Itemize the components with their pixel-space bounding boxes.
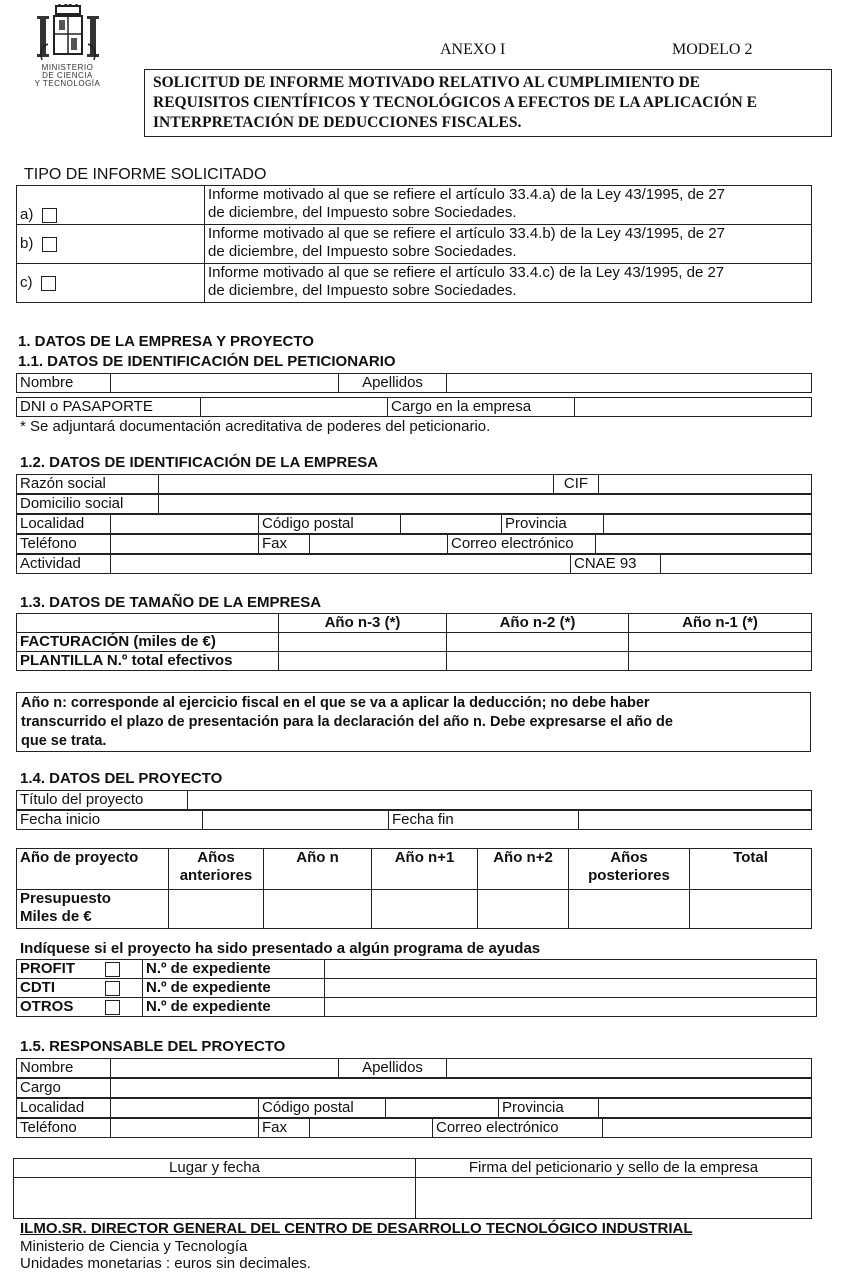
cnae-label: CNAE 93 bbox=[571, 555, 661, 574]
actividad-field[interactable] bbox=[111, 555, 571, 574]
correo-field[interactable] bbox=[596, 535, 812, 554]
codigo-postal-label: Código postal bbox=[259, 515, 401, 534]
anos-posteriores-header: Años posteriores bbox=[569, 849, 690, 890]
ano-n1-header: Año n+1 bbox=[372, 849, 478, 890]
presupuesto-n2-field[interactable] bbox=[478, 890, 569, 929]
presupuesto-anteriores-field[interactable] bbox=[169, 890, 264, 929]
actividad-label: Actividad bbox=[17, 555, 111, 574]
apellidos-field[interactable] bbox=[447, 374, 812, 393]
proyecto-table-1 bbox=[16, 790, 812, 810]
coat-of-arms-emblem bbox=[28, 4, 108, 66]
cif-label: CIF bbox=[554, 475, 599, 494]
tipo-row: b) Informe motivado al que se refiere el artículo 33.4.b) de la Ley 43/1995, de 27 de diciembre, del Impuesto sobre Sociedades. bbox=[17, 225, 812, 264]
facturacion-n3-field[interactable] bbox=[279, 633, 447, 652]
presupuesto-n-field[interactable] bbox=[264, 890, 372, 929]
provincia-field[interactable] bbox=[604, 515, 812, 534]
telefono-label: Teléfono bbox=[17, 535, 111, 554]
ano-proyecto-header: Año de proyecto bbox=[17, 849, 169, 890]
responsable-table-3 bbox=[16, 1098, 812, 1118]
resp-telefono-label: Teléfono bbox=[17, 1119, 111, 1138]
titulo-proyecto-field[interactable] bbox=[188, 791, 812, 810]
tipo-a-checkbox[interactable] bbox=[42, 208, 57, 223]
resp-apellidos-field[interactable] bbox=[447, 1059, 812, 1078]
responsable-table-4 bbox=[16, 1118, 812, 1138]
presupuesto-label: Presupuesto Miles de € bbox=[17, 890, 169, 929]
tipo-c-checkbox[interactable] bbox=[41, 276, 56, 291]
nombre-field[interactable] bbox=[111, 374, 339, 393]
modelo-label: MODELO 2 bbox=[672, 41, 753, 58]
ano-n-header: Año n bbox=[264, 849, 372, 890]
empresa-table-5 bbox=[16, 554, 812, 574]
firma-field[interactable] bbox=[416, 1178, 812, 1219]
lugar-fecha-label: Lugar y fecha bbox=[14, 1159, 416, 1178]
firma-label: Firma del peticionario y sello de la empresa bbox=[416, 1159, 812, 1178]
cargo-empresa-field[interactable] bbox=[575, 398, 812, 417]
fecha-fin-field[interactable] bbox=[579, 811, 812, 830]
plantilla-label: PLANTILLA N.º total efectivos bbox=[17, 652, 279, 671]
nombre-label: Nombre bbox=[17, 374, 111, 393]
ayudas-heading: Indíquese si el proyecto ha sido presentado a algún programa de ayudas bbox=[20, 940, 541, 957]
cdti-label: CDTI bbox=[20, 979, 55, 996]
col-n3-header: Año n-3 (*) bbox=[279, 614, 447, 633]
telefono-field[interactable] bbox=[111, 535, 259, 554]
anos-anteriores-header: Años anteriores bbox=[169, 849, 264, 890]
tipo-row: c) Informe motivado al que se refiere el artículo 33.4.c) de la Ley 43/1995, de 27 de diciembre, del Impuesto sobre Sociedades. bbox=[17, 264, 812, 303]
col-n2-header: Año n-2 (*) bbox=[447, 614, 629, 633]
poderes-note: * Se adjuntará documentación acreditativa de poderes del peticionario. bbox=[20, 418, 491, 435]
resp-cargo-field[interactable] bbox=[111, 1079, 812, 1098]
tipo-b-checkbox[interactable] bbox=[42, 237, 57, 252]
section-1-1-heading: 1.1. DATOS DE IDENTIFICACIÓN DEL PETICIONARIO bbox=[18, 353, 396, 370]
section-1-4-heading: 1.4. DATOS DEL PROYECTO bbox=[20, 770, 223, 787]
resp-codigo-postal-label: Código postal bbox=[259, 1099, 386, 1118]
tamano-table bbox=[16, 613, 812, 671]
profit-label: PROFIT bbox=[20, 960, 75, 977]
cdti-checkbox[interactable] bbox=[105, 981, 120, 996]
tipo-row: a) Informe motivado al que se refiere el artículo 33.4.a) de la Ley 43/1995, de 27 de diciembre, del Impuesto sobre Sociedades. bbox=[17, 186, 812, 225]
presupuesto-total-field[interactable] bbox=[690, 890, 812, 929]
resp-correo-field[interactable] bbox=[603, 1119, 812, 1138]
responsable-table-1 bbox=[16, 1058, 812, 1078]
ayudas-table bbox=[16, 959, 817, 1017]
localidad-field[interactable] bbox=[111, 515, 259, 534]
unidades-note: Unidades monetarias : euros sin decimales. bbox=[20, 1255, 311, 1272]
peticionario-table bbox=[16, 373, 812, 393]
resp-provincia-label: Provincia bbox=[499, 1099, 599, 1118]
otros-label: OTROS bbox=[20, 998, 74, 1015]
correo-label: Correo electrónico bbox=[448, 535, 596, 554]
dni-field[interactable] bbox=[201, 398, 388, 417]
presupuesto-n1-field[interactable] bbox=[372, 890, 478, 929]
empresa-table-4 bbox=[16, 534, 812, 554]
resp-localidad-label: Localidad bbox=[17, 1099, 111, 1118]
profit-expediente-field[interactable] bbox=[325, 960, 817, 979]
peticionario-table-2 bbox=[16, 397, 812, 417]
fecha-fin-label: Fecha fin bbox=[389, 811, 579, 830]
expediente-label: N.º de expediente bbox=[143, 979, 325, 998]
facturacion-label: FACTURACIÓN (miles de €) bbox=[17, 633, 279, 652]
lugar-fecha-field[interactable] bbox=[14, 1178, 416, 1219]
ministerio-footer: Ministerio de Ciencia y Tecnología bbox=[20, 1238, 248, 1255]
tipo-heading: TIPO DE INFORME SOLICITADO bbox=[24, 166, 267, 183]
form-title-line: REQUISITOS CIENTÍFICOS Y TECNOLÓGICOS A EFECTOS DE LA APLICACIÓN E bbox=[153, 94, 757, 111]
domicilio-label: Domicilio social bbox=[17, 495, 159, 514]
titulo-proyecto-label: Título del proyecto bbox=[17, 791, 188, 810]
plantilla-n3-field[interactable] bbox=[279, 652, 447, 671]
fecha-inicio-field[interactable] bbox=[203, 811, 389, 830]
provincia-label: Provincia bbox=[502, 515, 604, 534]
resp-nombre-label: Nombre bbox=[17, 1059, 111, 1078]
presupuesto-table bbox=[16, 848, 812, 929]
cdti-expediente-field[interactable] bbox=[325, 979, 817, 998]
facturacion-n2-field[interactable] bbox=[447, 633, 629, 652]
resp-localidad-field[interactable] bbox=[111, 1099, 259, 1118]
resp-telefono-field[interactable] bbox=[111, 1119, 259, 1138]
resp-fax-field[interactable] bbox=[310, 1119, 433, 1138]
fax-label: Fax bbox=[259, 535, 310, 554]
resp-provincia-field[interactable] bbox=[599, 1099, 812, 1118]
cargo-empresa-label: Cargo en la empresa bbox=[388, 398, 575, 417]
codigo-postal-field[interactable] bbox=[401, 515, 502, 534]
ano-n-note: Año n: corresponde al ejercicio fiscal en el que se va a aplicar la deducción; no debe haber transcurrido el plazo de presentación para la declaración del año n. Debe expresarse el año de que se trata. bbox=[16, 692, 811, 752]
apellidos-label: Apellidos bbox=[339, 374, 447, 393]
form-title-box bbox=[144, 69, 832, 137]
section-1-3-heading: 1.3. DATOS DE TAMAÑO DE LA EMPRESA bbox=[20, 594, 322, 611]
responsable-table-2 bbox=[16, 1078, 812, 1098]
razon-social-field[interactable] bbox=[159, 475, 554, 494]
expediente-label: N.º de expediente bbox=[143, 998, 325, 1017]
empresa-table-3 bbox=[16, 514, 812, 534]
section-1-2-heading: 1.2. DATOS DE IDENTIFICACIÓN DE LA EMPRESA bbox=[20, 454, 379, 471]
form-title-line: SOLICITUD DE INFORME MOTIVADO RELATIVO AL CUMPLIMIENTO DE bbox=[153, 74, 701, 91]
facturacion-n1-field[interactable] bbox=[629, 633, 812, 652]
total-header: Total bbox=[690, 849, 812, 890]
tipo-informe-table bbox=[16, 185, 812, 303]
plantilla-n1-field[interactable] bbox=[629, 652, 812, 671]
empresa-table-2 bbox=[16, 494, 812, 514]
col-n1-header: Año n-1 (*) bbox=[629, 614, 812, 633]
resp-correo-label: Correo electrónico bbox=[433, 1119, 603, 1138]
fecha-inicio-label: Fecha inicio bbox=[17, 811, 203, 830]
presupuesto-posteriores-field[interactable] bbox=[569, 890, 690, 929]
profit-checkbox[interactable] bbox=[105, 962, 120, 977]
expediente-label: N.º de expediente bbox=[143, 960, 325, 979]
otros-expediente-field[interactable] bbox=[325, 998, 817, 1017]
empresa-table-1 bbox=[16, 474, 812, 494]
resp-cargo-label: Cargo bbox=[17, 1079, 111, 1098]
razon-social-label: Razón social bbox=[17, 475, 159, 494]
dni-label: DNI o PASAPORTE bbox=[17, 398, 201, 417]
plantilla-n2-field[interactable] bbox=[447, 652, 629, 671]
domicilio-field[interactable] bbox=[159, 495, 812, 514]
ano-n2-header: Año n+2 bbox=[478, 849, 569, 890]
director-address: ILMO.SR. DIRECTOR GENERAL DEL CENTRO DE DESARROLLO TECNOLÓGICO INDUSTRIAL bbox=[20, 1220, 693, 1237]
resp-nombre-field[interactable] bbox=[111, 1059, 339, 1078]
resp-apellidos-label: Apellidos bbox=[339, 1059, 447, 1078]
localidad-label: Localidad bbox=[17, 515, 111, 534]
fax-field[interactable] bbox=[310, 535, 448, 554]
section-1-5-heading: 1.5. RESPONSABLE DEL PROYECTO bbox=[20, 1038, 286, 1055]
ministry-name: MINISTERIO DE CIENCIA Y TECNOLOGÍA bbox=[34, 63, 101, 88]
cnae-field[interactable] bbox=[661, 555, 812, 574]
resp-codigo-postal-field[interactable] bbox=[386, 1099, 499, 1118]
otros-checkbox[interactable] bbox=[105, 1000, 120, 1015]
proyecto-table-2 bbox=[16, 810, 812, 830]
anexo-label: ANEXO I bbox=[440, 41, 506, 58]
firma-table bbox=[13, 1158, 812, 1219]
resp-fax-label: Fax bbox=[259, 1119, 310, 1138]
cif-field[interactable] bbox=[599, 475, 812, 494]
section-1-heading: 1. DATOS DE LA EMPRESA Y PROYECTO bbox=[18, 333, 314, 350]
form-title-line: INTERPRETACIÓN DE DEDUCCIONES FISCALES. bbox=[153, 114, 522, 131]
